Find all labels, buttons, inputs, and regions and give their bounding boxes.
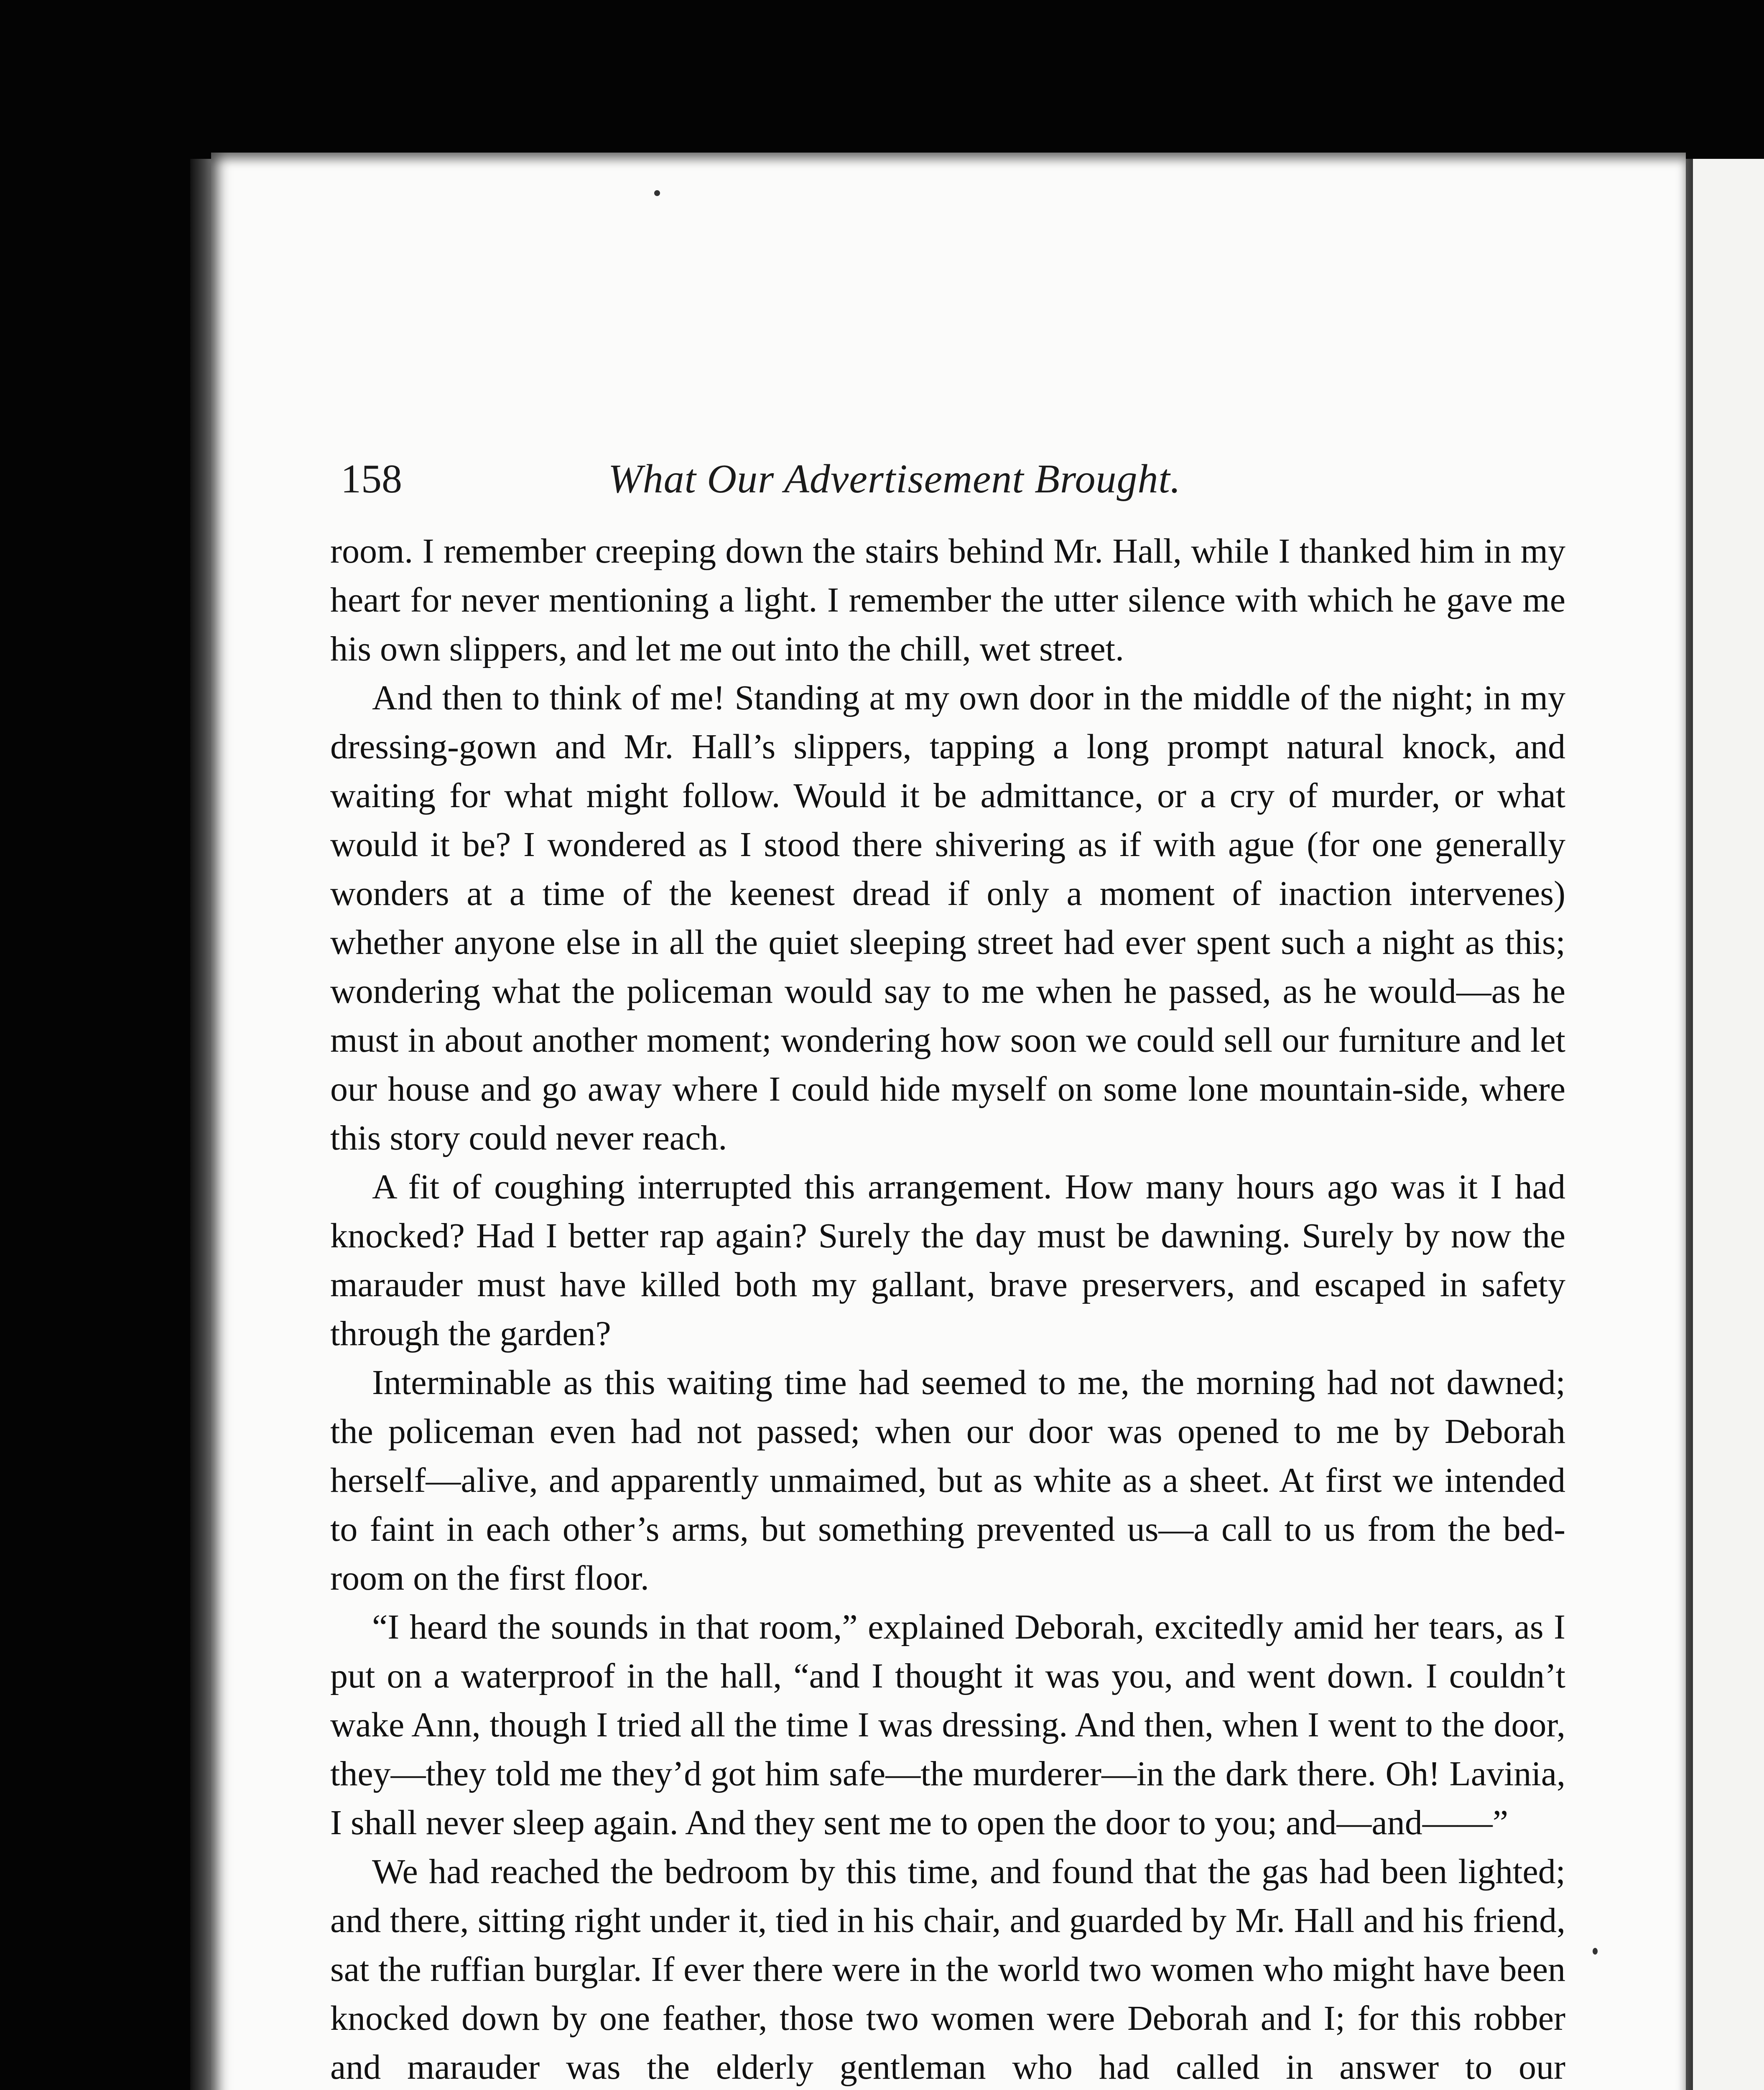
next-page-edge: [1693, 159, 1764, 2090]
paragraph: room. I remember creeping down the stairs behind Mr. Hall, while I thanked him in my heart for never mentioning a light. I remember the utter silence with which he gave me his own slippers, and let me out into the chill, wet street.: [330, 532, 1565, 668]
paragraph: “I heard the sounds in that room,” explained Deborah, excitedly amid her tears, as I put on a waterproof in the hall, “and I thought it was you, and went down. I couldn’t wake Ann, though I tried all the time I was dressing. And then, when I went to the door, they—they told me they’d got him safe—the murderer—in the dark there. Oh! Lavinia, I shall never sleep again. And they sent me to open the door to you; and—and——”: [330, 1608, 1565, 1842]
paragraph: A fit of coughing interrupted this arrangement. How many hours ago was it I had knocked? Had I better rap again? Surely the day must be dawning. Surely by now the marauder must have killed both my gallant, brave preservers, and escaped in safety through the garden?: [330, 1167, 1565, 1353]
page-header: [211, 456, 1686, 510]
paragraph: We had reached the bedroom by this time, and found that the gas had been lighted; and there, sitting right under it, tied in his chair, and guarded by Mr. Hall and his friend, sat the ruffian burglar. If ever there were in the world two women who might have been knocked down by one feather, those two women were Deborah and I; for this robber and marauder was the elderly gentleman who had called in answer to our: [330, 1852, 1565, 2087]
ink-speck: [1593, 1948, 1598, 1955]
running-title: What Our Advertisement Brought.: [608, 456, 1181, 502]
body-text: [330, 527, 1565, 2090]
paragraph: And then to think of me! Standing at my own door in the middle of the night; in my dressing-gown and Mr. Hall’s slippers, tapping a long prompt natural knock, and waiting for what might follow. Would it be admittance, or a cry of murder, or what would it be? I wondered as I stood there shivering as if with ague (for one generally wonders at a time of the keenest dread if only a moment of inaction intervenes) whether anyone else in all the quiet sleeping street had ever spent such a night as this; wondering what the policeman would say to me when he passed, as he would—as he must in about another moment; wondering how soon we could sell our furniture and let our house and go away where I could hide myself on some lone mountain-side, where this story could never reach.: [330, 678, 1565, 1157]
page-number: 158: [341, 456, 402, 502]
paragraph: Interminable as this waiting time had seemed to me, the morning had not dawned; the policeman even had not passed; when our door was opened to me by Deborah herself—alive, and apparently unmaimed, but as white as a sheet. At first we intended to faint in each other’s arms, but something prevented us—a call to us from the bed-room on the first floor.: [330, 1363, 1565, 1598]
book-page: [211, 153, 1686, 2090]
ink-speck: [654, 190, 660, 196]
